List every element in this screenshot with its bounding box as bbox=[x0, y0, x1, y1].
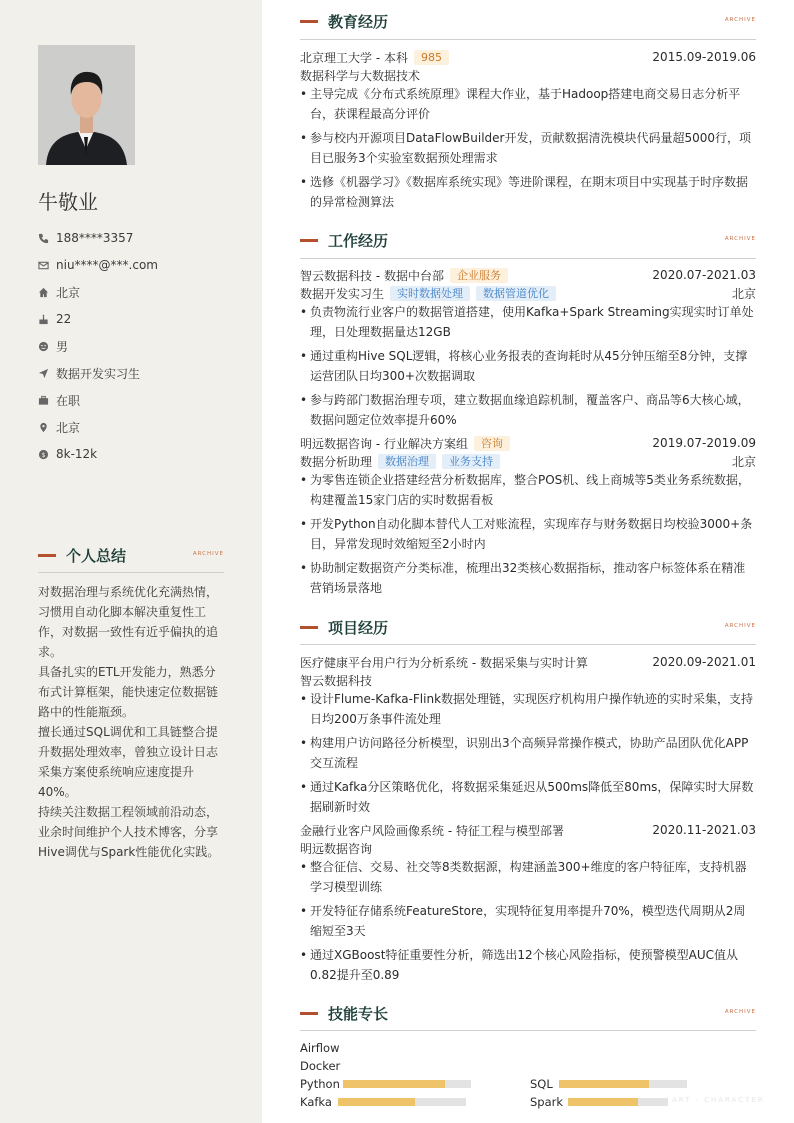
summary-paragraph: 持续关注数据工程领域前沿动态，业余时间维护个人技术博客，分享Hive调优与Spark性能优化实践。 bbox=[38, 805, 220, 859]
heading-accent-bar bbox=[300, 626, 318, 629]
job-dates: 2019.07-2019.09 bbox=[652, 436, 756, 450]
watermark: ART · CHARACTER bbox=[672, 1096, 765, 1104]
skill-name: Kafka bbox=[300, 1095, 332, 1109]
location-pin-icon bbox=[38, 422, 49, 433]
section-title: 个人总结 bbox=[66, 546, 127, 565]
project-org: 智云数据科技 bbox=[300, 673, 373, 688]
job-header bbox=[300, 434, 756, 452]
job-bullet: • 开发Python自动化脚本替代人工对账流程，实现库存与财务数据日均校验3000+条目，异常发现时效缩短至2小时内 bbox=[300, 514, 756, 554]
skill-tag: 实时数据处理 bbox=[390, 286, 470, 301]
summary-paragraph: 对数据治理与系统优化充满热情，习惯用自动化脚本解决重复性工作，对数据一致性有近乎偏执的追求。 bbox=[38, 585, 219, 659]
project-bullet: • 开发特征存储系统FeatureStore，实现特征复用率提升70%，模型迭代周期从2周缩短至3天 bbox=[300, 901, 756, 941]
skill-name: Python bbox=[300, 1077, 340, 1091]
industry-badge: 企业服务 bbox=[450, 268, 508, 283]
skill-level-fill bbox=[559, 1080, 649, 1088]
money-icon bbox=[38, 449, 49, 460]
job-bullet: • 参与跨部门数据治理专项，建立数据血缘追踪机制，覆盖客户、商品等6大核心域，数据问题定位效率提升60% bbox=[300, 390, 756, 430]
contact-text: 22 bbox=[56, 312, 72, 326]
briefcase-icon bbox=[38, 395, 49, 406]
job-city: 北京 bbox=[731, 454, 756, 469]
section-divider bbox=[38, 572, 224, 573]
contact-text: 在职 bbox=[56, 393, 81, 408]
job-bullet: • 协助制定数据资产分类标准，梳理出32类核心数据指标，推动客户标签体系在精准营销场景落地 bbox=[300, 558, 756, 598]
section-title: 技能专长 bbox=[328, 1004, 389, 1023]
projects-heading bbox=[300, 616, 756, 638]
project-name: 金融行业客户风险画像系统 - 特征工程与模型部署 bbox=[300, 823, 564, 838]
project-org: 明远数据咨询 bbox=[300, 841, 373, 856]
skill-level-bar bbox=[568, 1098, 668, 1106]
section-divider bbox=[300, 258, 756, 259]
contact-phone bbox=[38, 229, 133, 247]
section-divider bbox=[300, 39, 756, 40]
job-bullet: • 负责物流行业客户的数据管道搭建，使用Kafka+Spark Streaming实现实时订单处理，日处理数据量达12GB bbox=[300, 302, 756, 342]
section-tag: ARCHIVE bbox=[724, 1009, 756, 1015]
contact-city bbox=[38, 418, 80, 436]
heading-accent-bar bbox=[300, 20, 318, 23]
job-city: 北京 bbox=[731, 286, 756, 301]
skill-level-fill bbox=[338, 1098, 415, 1106]
profile-photo bbox=[38, 45, 135, 165]
phone-icon bbox=[38, 233, 49, 244]
education-dates: 2015.09-2019.06 bbox=[652, 50, 756, 64]
skill-name: SQL bbox=[530, 1077, 553, 1091]
contact-text: niu****@***.com bbox=[56, 258, 158, 272]
contact-email bbox=[38, 256, 158, 274]
section-tag: ARCHIVE bbox=[724, 623, 756, 629]
skill-name: Spark bbox=[530, 1095, 564, 1109]
candidate-name: 牛敬业 bbox=[38, 190, 98, 214]
work-heading bbox=[300, 229, 756, 251]
cake-icon bbox=[38, 314, 49, 325]
section-divider bbox=[300, 1030, 756, 1031]
job-role-row bbox=[300, 284, 756, 302]
skill-level-bar bbox=[559, 1080, 687, 1088]
summary-text bbox=[38, 582, 222, 862]
job-role-row bbox=[300, 452, 756, 470]
industry-badge: 咨询 bbox=[474, 436, 510, 451]
project-bullet: • 通过Kafka分区策略优化，将数据采集延迟从500ms降低至80ms，保障实时大屏数据刷新时效 bbox=[300, 777, 756, 817]
contact-salary bbox=[38, 445, 97, 463]
education-bullet: • 参与校内开源项目DataFlowBuilder开发，贡献数据清洗模块代码量超5000行，项目已服务3个实验室数据预处理需求 bbox=[300, 128, 756, 168]
project-header bbox=[300, 821, 756, 839]
skill-tag: 数据管道优化 bbox=[476, 286, 556, 301]
skill-name: Airflow bbox=[300, 1041, 340, 1055]
section-divider bbox=[300, 644, 756, 645]
contact-gender bbox=[38, 337, 68, 355]
education-major-row bbox=[300, 66, 756, 84]
skill-level-bar bbox=[343, 1080, 471, 1088]
summary-paragraph: 擅长通过SQL调优和工具链整合提升数据处理效率，曾独立设计日志采集方案使系统响应速度提升40%。 bbox=[38, 725, 219, 799]
education-bullet: • 选修《机器学习》《数据库系统实现》等进阶课程，在期末项目中实现基于时序数据的异常检测算法 bbox=[300, 172, 756, 212]
heading-accent-bar bbox=[300, 239, 318, 242]
school-name: 北京理工大学 - 本科 bbox=[300, 50, 408, 65]
skill-level-fill bbox=[343, 1080, 445, 1088]
section-title: 项目经历 bbox=[328, 618, 389, 637]
skill-tag: 业务支持 bbox=[442, 454, 500, 469]
project-bullet: • 构建用户访问路径分析模型，识别出3个高频异常操作模式，协助产品团队优化APP交互流程 bbox=[300, 733, 756, 773]
skills-heading bbox=[300, 1002, 756, 1024]
education-heading bbox=[300, 10, 756, 32]
project-header bbox=[300, 653, 756, 671]
heading-accent-bar bbox=[300, 1012, 318, 1015]
project-dates: 2020.09-2021.01 bbox=[652, 655, 756, 669]
company-name: 明远数据咨询 - 行业解决方案组 bbox=[300, 436, 468, 451]
school-badge: 985 bbox=[414, 50, 449, 65]
send-icon bbox=[38, 368, 49, 379]
svg-text:$: $ bbox=[41, 450, 46, 459]
job-bullet: • 通过重构Hive SQL逻辑，将核心业务报表的查询耗时从45分钟压缩至8分钟，支撑运营团队日均300+次数据调取 bbox=[300, 346, 756, 386]
skill-name: Docker bbox=[300, 1059, 341, 1073]
skill-level-fill bbox=[568, 1098, 638, 1106]
project-name: 医疗健康平台用户行为分析系统 - 数据采集与实时计算 bbox=[300, 655, 588, 670]
section-title: 教育经历 bbox=[328, 12, 389, 31]
section-tag: ARCHIVE bbox=[192, 551, 224, 557]
contact-text: 北京 bbox=[56, 420, 81, 435]
skill-level-bar bbox=[338, 1098, 466, 1106]
major: 数据科学与大数据技术 bbox=[300, 68, 421, 83]
contact-text: 188****3357 bbox=[56, 231, 134, 245]
heading-accent-bar bbox=[38, 554, 56, 557]
contact-text: 北京 bbox=[56, 285, 81, 300]
contact-age bbox=[38, 310, 71, 328]
contact-home bbox=[38, 283, 80, 301]
sidebar bbox=[0, 0, 262, 1123]
company-name: 智云数据科技 - 数据中台部 bbox=[300, 268, 444, 283]
project-org-row bbox=[300, 839, 756, 857]
contact-text: 数据开发实习生 bbox=[56, 366, 141, 381]
project-bullet: • 通过XGBoost特征重要性分析，筛选出12个核心风险指标，使预警模型AUC值从0.82提升至0.89 bbox=[300, 945, 756, 985]
summary-heading bbox=[38, 544, 224, 566]
project-dates: 2020.11-2021.03 bbox=[652, 823, 756, 837]
job-role: 数据分析助理 bbox=[300, 454, 373, 469]
skill-tag: 数据治理 bbox=[378, 454, 436, 469]
job-dates: 2020.07-2021.03 bbox=[652, 268, 756, 282]
project-bullet: • 整合征信、交易、社交等8类数据源，构建涵盖300+维度的客户特征库，支持机器学习模型训练 bbox=[300, 857, 756, 897]
contact-position bbox=[38, 364, 140, 382]
contact-text: 8k-12k bbox=[56, 447, 98, 461]
job-header bbox=[300, 266, 756, 284]
education-header bbox=[300, 48, 756, 66]
contact-status bbox=[38, 391, 80, 409]
job-bullet: • 为零售连锁企业搭建经营分析数据库，整合POS机、线上商城等5类业务系统数据，构建覆盖15家门店的实时数据看板 bbox=[300, 470, 756, 510]
summary-paragraph: 具备扎实的ETL开发能力，熟悉分布式计算框架，能快速定位数据链路中的性能瓶颈。 bbox=[38, 665, 219, 719]
contact-text: 男 bbox=[56, 339, 69, 354]
education-bullet: • 主导完成《分布式系统原理》课程大作业，基于Hadoop搭建电商交易日志分析平台，获课程最高分评价 bbox=[300, 84, 756, 124]
home-icon bbox=[38, 287, 49, 298]
section-title: 工作经历 bbox=[328, 231, 389, 250]
project-bullet: • 设计Flume-Kafka-Flink数据处理链，实现医疗机构用户操作轨迹的实时采集，支持日均200万条事件流处理 bbox=[300, 689, 756, 729]
section-tag: ARCHIVE bbox=[724, 236, 756, 242]
job-role: 数据开发实习生 bbox=[300, 286, 385, 301]
mail-icon bbox=[38, 260, 49, 271]
project-org-row bbox=[300, 671, 756, 689]
face-icon bbox=[38, 341, 49, 352]
section-tag: ARCHIVE bbox=[724, 17, 756, 23]
